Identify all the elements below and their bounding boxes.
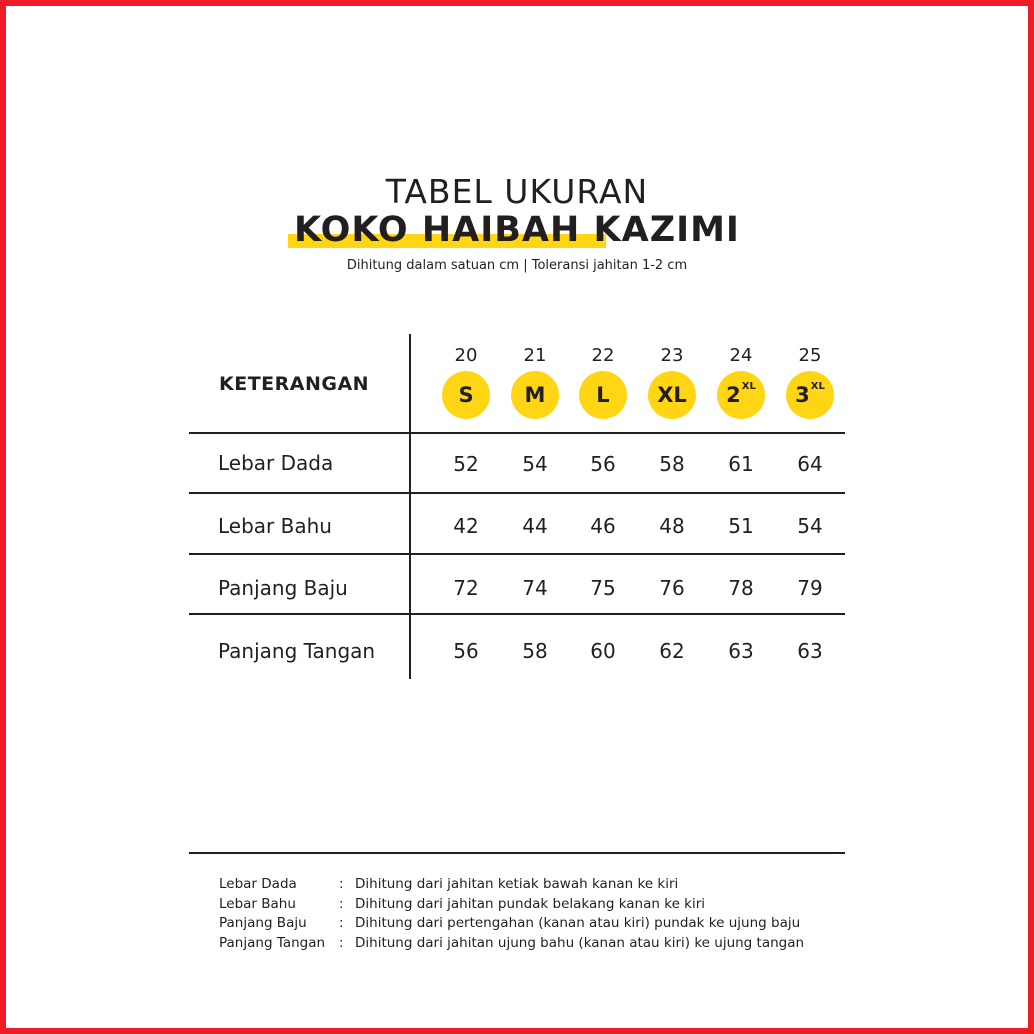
size-badge-label: L (596, 382, 610, 407)
table-cell: 58 (659, 452, 685, 476)
size-badge-label: XL (657, 382, 687, 407)
table-cell: 56 (590, 452, 616, 476)
table-cell: 51 (728, 514, 754, 538)
title-line-2-wrap (0, 208, 1034, 258)
size-number: 24 (729, 345, 753, 366)
table-cell: 64 (797, 452, 823, 476)
size-badge-m (511, 371, 559, 419)
table-header-label: KETERANGAN (219, 373, 370, 395)
table-cell: 60 (590, 639, 616, 663)
table-cell: 63 (797, 639, 823, 663)
size-number: 20 (454, 345, 478, 366)
note-term: Panjang Tangan (219, 934, 326, 951)
table-cell: 72 (453, 576, 479, 600)
size-badge-label: 3 (795, 382, 810, 407)
table-cell: 79 (797, 576, 823, 600)
table-cell: 61 (728, 452, 754, 476)
row-label-panjang-baju: Panjang Baju (218, 576, 348, 600)
table-cell: 74 (522, 576, 548, 600)
title-line-1: TABEL UKURAN (385, 172, 649, 211)
table-vertical-divider (409, 334, 411, 679)
table-row-divider (189, 492, 845, 494)
note-row (219, 875, 804, 895)
measurement-notes (219, 875, 804, 953)
table-cell: 58 (522, 639, 548, 663)
note-description: Dihitung dari pertengahan (kanan atau kiri) pundak ke ujung baju (355, 915, 801, 931)
table-cell: 54 (797, 514, 823, 538)
table-cell: 48 (659, 514, 685, 538)
size-badge-s (442, 371, 490, 419)
size-badge-3xl (786, 371, 834, 419)
size-number: 22 (591, 345, 615, 366)
size-badge-label: 2 (726, 382, 741, 407)
note-separator: : (339, 934, 344, 951)
table-cell: 63 (728, 639, 754, 663)
table-cell: 56 (453, 639, 479, 663)
table-row-divider (189, 432, 845, 434)
table-cell: 54 (522, 452, 548, 476)
table-cell: 76 (659, 576, 685, 600)
note-separator: : (339, 915, 344, 931)
size-badge-label: M (524, 382, 546, 407)
table-cell: 42 (453, 514, 479, 538)
note-separator: : (339, 895, 344, 912)
size-badge-2xl (717, 371, 765, 419)
row-label-lebar-bahu: Lebar Bahu (218, 514, 332, 538)
table-cell: 78 (728, 576, 754, 600)
size-number: 21 (523, 345, 547, 366)
note-row (219, 895, 804, 915)
size-badge-l (579, 371, 627, 419)
size-number: 25 (798, 345, 822, 366)
table-cell: 62 (659, 639, 685, 663)
note-term: Lebar Dada (219, 876, 297, 892)
note-row (219, 914, 804, 934)
table-cell: 52 (453, 452, 479, 476)
table-row-divider (189, 613, 845, 615)
size-badge-superscript: XL (810, 381, 825, 392)
notes-divider (189, 852, 845, 854)
note-separator: : (339, 876, 344, 892)
size-badge-xl (648, 371, 696, 419)
table-cell: 44 (522, 514, 548, 538)
size-badge-superscript: XL (741, 381, 756, 392)
size-number: 23 (660, 345, 684, 366)
table-cell: 46 (590, 514, 616, 538)
title-line-2-text: KOKO HAIBAH KAZIMI (294, 210, 740, 250)
title-line-2 (294, 208, 740, 252)
note-description: Dihitung dari jahitan ketiak bawah kanan ke kiri (355, 876, 679, 892)
subtitle: Dihitung dalam satuan cm | Toleransi jahitan 1-2 cm (346, 258, 688, 273)
size-badge-label: S (458, 382, 474, 407)
note-description: Dihitung dari jahitan pundak belakang kanan ke kiri (355, 895, 706, 912)
note-term: Panjang Baju (219, 915, 307, 931)
note-term: Lebar Bahu (219, 895, 296, 912)
row-label-panjang-tangan: Panjang Tangan (218, 639, 376, 663)
table-row-divider (189, 553, 845, 555)
note-description: Dihitung dari jahitan ujung bahu (kanan atau kiri) ke ujung tangan (355, 934, 805, 951)
row-label-lebar-dada: Lebar Dada (218, 451, 334, 475)
table-cell: 75 (590, 576, 616, 600)
note-row (219, 934, 804, 954)
